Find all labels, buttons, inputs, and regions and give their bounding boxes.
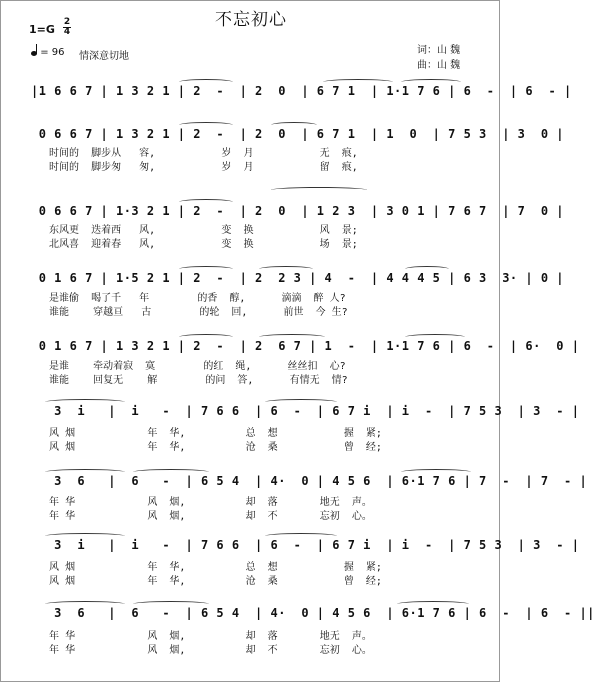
lyric-line-5a: 是谁 牵动着寂 寞 的红 绳, 丝丝扣 心? — [31, 361, 346, 372]
key-signature: 1=G — [29, 23, 55, 36]
slur-mark — [179, 266, 233, 272]
lyric-line-4a: 是谁偷 喝了千 年 的香 醇, 滴滴 醉 人? — [31, 293, 346, 304]
tempo-value: = 96 — [40, 47, 65, 58]
tempo-mark — [31, 47, 64, 58]
lyric-line-8b: 风 烟 年 华, 沧 桑 曾 经; — [31, 576, 382, 587]
slur-mark — [401, 469, 471, 475]
slur-mark — [271, 187, 367, 193]
slur-mark — [265, 533, 337, 539]
lyric-line-6a: 风 烟 年 华, 总 想 握 紧; — [31, 428, 382, 439]
slur-mark — [45, 399, 125, 405]
lyric-line-3b: 北风喜 迎着春 风, 变 换 场 景; — [31, 239, 358, 250]
lyric-line-7b: 年 华 风 烟, 却 不 忘初 心。 — [31, 511, 372, 522]
slur-mark — [133, 601, 209, 607]
slur-mark — [45, 469, 125, 475]
slur-mark — [179, 334, 233, 340]
music-line-8: 3 i | i - | 7 6 6 | 6 - | 6 7 i | i - | 7 5 3 | 3 - | — [31, 538, 580, 552]
lyricist-credit: 词：山 魏 — [417, 45, 461, 56]
lyric-line-6b: 风 烟 年 华, 沧 桑 曾 经; — [31, 442, 382, 453]
slur-mark — [265, 399, 337, 405]
slur-mark — [179, 199, 233, 205]
lyric-line-5b: 谁能 回复无 解 的问 答, 有情无 情? — [31, 375, 348, 386]
slur-mark — [259, 266, 313, 272]
slur-mark — [405, 334, 465, 340]
lyric-line-9b: 年 华 风 烟, 却 不 忘初 心。 — [31, 645, 372, 656]
slur-mark — [259, 334, 325, 340]
lyric-line-4b: 谁能 穿越亘 古 的轮 回, 前世 今 生? — [31, 307, 348, 318]
slur-mark — [45, 601, 125, 607]
lyric-line-7a: 年 华 风 烟, 却 落 地无 声。 — [31, 497, 372, 508]
quarter-note-icon — [31, 51, 37, 56]
composer-credit: 曲：山 魏 — [417, 60, 461, 71]
slur-mark — [45, 533, 125, 539]
lyric-line-3a: 东风更 迭着西 风, 变 换 风 景; — [31, 225, 358, 236]
lyric-line-2b: 时间的 脚步匆 匆, 岁 月 留 痕, — [31, 162, 358, 173]
time-signature-bottom: 4 — [63, 27, 71, 37]
music-line-3: 0 6 6 7 | 1·3 2 1 | 2 - | 2 0 | 1 2 3 | 3 0 1 | 7 6 7 | 7 0 | — [31, 204, 564, 218]
slur-mark — [133, 469, 209, 475]
lyric-line-9a: 年 华 风 烟, 却 落 地无 声。 — [31, 631, 372, 642]
slur-mark — [397, 601, 469, 607]
lyric-line-2a: 时间的 脚步从 容, 岁 月 无 痕, — [31, 148, 358, 159]
music-line-2: 0 6 6 7 | 1 3 2 1 | 2 - | 2 0 | 6 7 1 | 1 0 | 7 5 3 | 3 0 | — [31, 127, 564, 141]
time-signature — [63, 18, 71, 37]
expression-mark: 情深意切地 — [79, 51, 129, 62]
slur-mark — [179, 79, 233, 85]
slur-mark — [405, 266, 449, 272]
music-line-4: 0 1 6 7 | 1·5 2 1 | 2 - | 2 2 3 | 4 - | 4 4 4 5 | 6 3 3· | 0 | — [31, 271, 564, 285]
music-line-6: 3 i | i - | 7 6 6 | 6 - | 6 7 i | i - | 7 5 3 | 3 - | — [31, 404, 580, 418]
music-line-5: 0 1 6 7 | 1 3 2 1 | 2 - | 2 6 7 | 1 - | 1·1 7 6 | 6 - | 6· 0 | — [31, 339, 580, 353]
song-title: 不忘初心 — [215, 10, 287, 30]
music-line-7: 3 6 | 6 - | 6 5 4 | 4· 0 | 4 5 6 | 6·1 7 6 | 7 - | 7 - | — [31, 474, 588, 488]
slur-mark — [401, 79, 461, 85]
slur-mark — [179, 122, 233, 128]
slur-mark — [323, 79, 393, 85]
slur-mark — [271, 122, 317, 128]
music-line-9: 3 6 | 6 - | 6 5 4 | 4· 0 | 4 5 6 | 6·1 7 6 | 6 - | 6 - || — [31, 606, 595, 620]
lyric-line-8a: 风 烟 年 华, 总 想 握 紧; — [31, 562, 382, 573]
music-line-1: |1 6 6 7 | 1 3 2 1 | 2 - | 2 0 | 6 7 1 | 1·1 7 6 | 6 - | 6 - | — [31, 84, 572, 98]
time-signature-top: 2 — [63, 17, 71, 27]
